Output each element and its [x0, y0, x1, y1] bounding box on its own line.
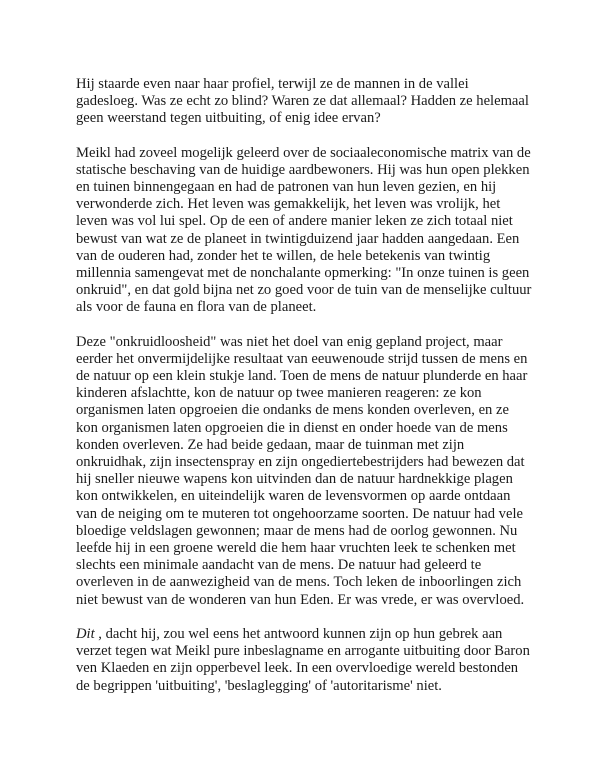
paragraph-2: Meikl had zoveel mogelijk geleerd over de sociaaleconomische matrix van de statische beschaving van de huidige aardbewoners. Hij was hun open plekken en tuinen binnengegaan en had de patronen van hun leven gezien, en hij verwonderde zich. Het leven was gemakkelijk, het leven was vrolijk, het leven was vol lui spel. Op de een of andere manier leken ze zich totaal niet bewust van wat ze de planeet in twintigduizend jaar hadden aangedaan. Een van de ouderen had, zonder het te willen, de hele betekenis van twintig millennia samengevat met de nonchalante opmerking: "In onze tuinen is geen onkruid", en dat gold bijna net zo goed voor de tuin van de menselijke cultuur als voor de fauna en flora van de planeet.	[76, 144, 532, 316]
paragraph-4	[76, 626, 534, 695]
paragraph-4-text: , dacht hij, zou wel eens het antwoord kunnen zijn op hun gebrek aan verzet tegen wat Meikl pure inbeslagname en arrogante uitbuiting door Baron ven Klaeden en zijn opperbevel leek. In een overvloedige wereld bestonden de begrippen 'uitbuiting', 'beslaglegging' of 'autoritarisme' niet.	[76, 625, 530, 694]
paragraph-1: Hij staarde even naar haar profiel, terwijl ze de mannen in de vallei gadesloeg. Was ze echt zo blind? Waren ze dat allemaal? Hadden ze helemaal geen weerstand tegen uitbuiting, of enig idee ervan?	[76, 76, 529, 127]
document-page	[76, 76, 534, 695]
paragraph-4-emphasis: Dit	[76, 625, 95, 642]
paragraph-3: Deze "onkruidloosheid" was niet het doel van enig gepland project, maar eerder het onvermijdelijke resultaat van eeuwenoude strijd tussen de mens en de natuur op een klein stukje land. Toen de mens de natuur plunderde en haar kinderen afslachtte, kon de natuur op twee manieren reageren: ze kon organismen laten opgroeien die ondanks de mens konden overleven, en ze kon organismen laten opgroeien die in dienst en onder hoede van de mens konden overleven. Ze had beide gedaan, maar de tuinman met zijn onkruidhak, zijn insectenspray en zijn ongediertebestrijders had bewezen dat hij sneller nieuwe wapens kon uitvinden dan de natuur hardnekkige plagen kon ontwikkelen, en uiteindelijk waren de levensvormen op aarde ontdaan van de neiging om te muteren tot ongehoorzame soorten. De natuur had vele bloedige veldslagen gewonnen; maar de mens had de oorlog gewonnen. Nu leefde hij in een groene wereld die hem haar vruchten leek te schenken met slechts een minimale aandacht van de mens. De natuur had geleerd te overleven in de aanwezigheid van de mens. Toch leken de inboorlingen zich niet bewust van de wonderen van hun Eden. Er was vrede, er was overvloed.	[76, 333, 528, 608]
